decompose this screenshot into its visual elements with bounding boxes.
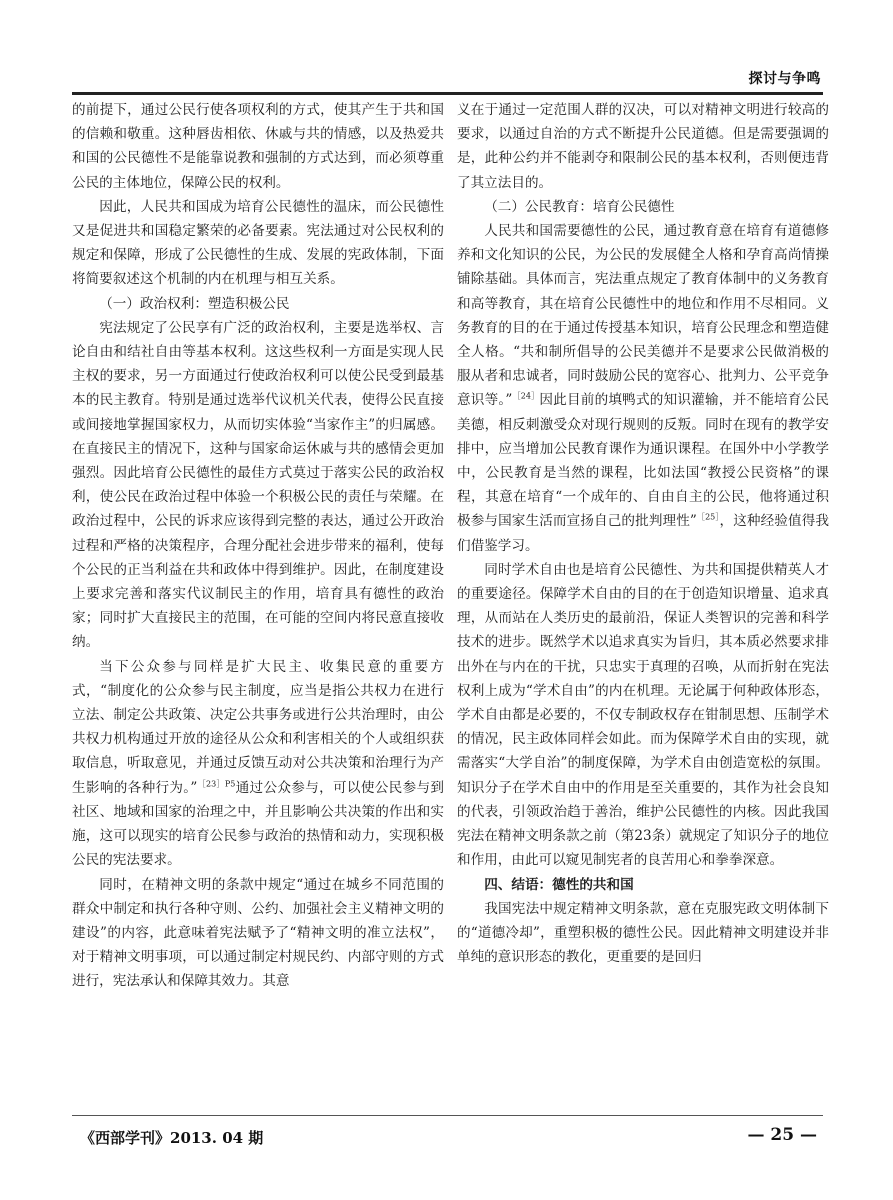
paragraph: 我国宪法中规定精神文明条款，意在克服宪政文明体制下的“道德冷却”，重塑积极的德性公民。因此精神文明建设并非单纯的意识形态的教化，更重要的是回归 bbox=[457, 900, 829, 966]
paragraph-text: 人民共和国需要德性的公民，通过教育意在培育有道德修养和文化知识的公民，为公民的发展健全人格和孕育高尚情操铺除基础。具体而言，宪法重点规定了教育体制中的义务教育和高等教育，其在培育公民德性中的地位和作用不尽相同。义务教育的目的在于通过传授基本知识，培育公民理念和塑造健全人格。“共和制所倡导的公民美德并不是要求公民做消极的服从者和忠诚者，同时鼓励公民的宽容心、批判力、公平竞争意识等。” bbox=[457, 223, 829, 409]
paragraph-text: ，这种经验值得我们借鉴学习。 bbox=[457, 513, 830, 554]
citation-ref: ［24］ bbox=[512, 391, 540, 401]
subsection-heading: （二）公民教育：培育公民德性 bbox=[484, 198, 675, 215]
header-rule bbox=[72, 92, 823, 95]
section-tag: 探讨与争鸣 bbox=[748, 71, 821, 87]
paragraph-text: 因此目前的填鸭式的知识灌输，并不能培育公民美德，相反刺激受众对现行规则的反叛。同时在现有的教学安排中，应当增加公民教育课作为通识课程。在国外中小学教学中，公民教育是当然的课程，比如法国“教授公民资格”的课程，其意在培育“一个成年的、自由自主的公民，他将通过积极参与国家生活而宣扬自己的批判理性” bbox=[457, 392, 829, 530]
paragraph-text: 当下公众参与同样是扩大民主、收集民意的重要方式，“制度化的公众参与民主制度，应当是指公共权力在进行立法、制定公共政策、决定公共事务或进行公共治理时，由公共权力机构通过开放的途径从公众和利害相关的个人或组织获取信息，听取意见，并通过反馈互动对公共决策和治理行为产生影响的各种行为。” bbox=[72, 658, 444, 796]
subsection-heading: （一）政治权利：塑造积极公民 bbox=[99, 295, 290, 312]
right-column bbox=[457, 98, 829, 969]
paragraph-text: 通过公众参与，可以使公民参与到社区、地域和国家的治理之中，并且影响公共决策的作出和实施，这可以现实的培育公民参与政治的热情和动力，实现积极公民的宪法要求。 bbox=[72, 779, 445, 869]
section-heading: 四、结语：德性的共和国 bbox=[484, 876, 634, 893]
citation-ref: ［23］P5 bbox=[197, 779, 236, 789]
footer-rule bbox=[72, 1115, 823, 1116]
left-column bbox=[72, 98, 444, 994]
page-number: — 25 — bbox=[747, 1125, 817, 1145]
paragraph: 义在于通过一定范围人群的汉决，可以对精神文明进行较高的要求，以通过自治的方式不断提升公民道德。但是需要强调的是，此种公约并不能剥夺和限制公民的基本权利，否则便违背了其立法目的。 bbox=[457, 102, 829, 191]
journal-name: 《西部学刊》2013. 04 期 bbox=[80, 1129, 264, 1147]
citation-ref: ［25］ bbox=[696, 512, 720, 522]
paragraph: 同时学术自由也是培育公民德性、为共和国提供精英人才的重要途径。保障学术自由的目的在于创造知识增量、追求真理，从而站在人类历史的最前沿，保证人类智识的完善和科学技术的进步。既然学术以追求真实为旨归，其本质必然要求排出外在与内在的干扰，只忠实于真理的召唤，从而折射在宪法权利上成为“学术自由”的内在机理。无论属于何种政体形态，学术自由都是必要的，不仅专制政权存在钳制思想、压制学术的情况，民主政体同样会如此。而为保障学术自由的实现，就需落实“大学自治”的制度保障，为学术自由创造宽松的氛围。知识分子在学术自由中的作用是至关重要的，其作为社会良知的代表，引领政治趋于善治，维护公民德性的内核。因此我国宪法在精神文明条款之前（第23条）就规定了知识分子的地位和作用，由此可以窥见制宪者的良苦用心和拳拳深意。 bbox=[457, 561, 829, 869]
paragraph: 的前提下，通过公民行使各项权利的方式，使其产生于共和国的信赖和敬重。这种唇齿相依、休戚与共的情感，以及热爱共和国的公民德性不是能靠说教和强制的方式达到，而必须尊重公民的主体地位，保障公民的权利。 bbox=[72, 102, 444, 191]
paragraph bbox=[72, 655, 444, 873]
paragraph: 宪法规定了公民享有广泛的政治权利，主要是选举权、言论自由和结社自由等基本权利。这这些权利一方面是实现人民主权的要求，另一方面通过行使政治权利可以使公民受到最基本的民主教育。特别是通过选举代议机关代表，使得公民直接或间接地掌握国家权力，从而切实体验“当家作主”的归属感。在直接民主的情况下，这种与国家命运休戚与共的感情会更加强烈。因此培育公民德性的最佳方式莫过于落实公民的政治权利，使公民在政治过程中体验一个积极公民的责任与荣耀。在政治过程中，公民的诉求应该得到完整的表达，通过公开政治过程和严格的决策程序，合理分配社会进步带来的福利，使每个公民的正当利益在共和政体中得到维护。因此，在制度建设上要求完善和落实代议制民主的作用，培育具有德性的政治家；同时扩大直接民主的范围，在可能的空间内将民意直接收纳。 bbox=[72, 319, 444, 651]
paragraph bbox=[457, 219, 829, 558]
paragraph: 同时，在精神文明的条款中规定“通过在城乡不同范围的群众中制定和执行各种守则、公约、加强社会主义精神文明的建设”的内容，此意味着宪法赋予了“精神文明的准立法权”，对于精神文明事项，可以通过制定村规民约、内部守则的方式进行，宪法承认和保障其效力。其意 bbox=[72, 876, 444, 990]
paragraph: 因此，人民共和国成为培育公民德性的温床，而公民德性又是促进共和国稳定繁荣的必备要素。宪法通过对公民权利的规定和保障，形成了公民德性的生成、发展的宪政体制，下面将简要叙述这个机制的内在机理与相互关系。 bbox=[72, 198, 444, 288]
